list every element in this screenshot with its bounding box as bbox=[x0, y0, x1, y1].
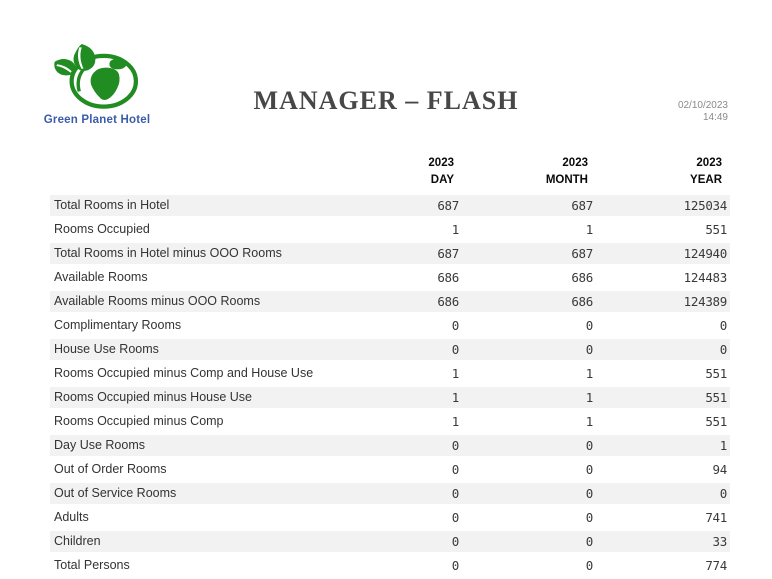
year-value: 124389 bbox=[596, 290, 730, 314]
year-value: 0 bbox=[596, 482, 730, 506]
year-value: 1 bbox=[596, 434, 730, 458]
header-year-column bbox=[596, 155, 730, 195]
table-row bbox=[50, 482, 730, 506]
header-year-year: 2023 bbox=[696, 157, 722, 169]
row-label: Rooms Occupied minus Comp and House Use bbox=[50, 362, 328, 386]
day-value: 687 bbox=[328, 242, 462, 266]
month-value: 0 bbox=[462, 482, 596, 506]
month-value: 0 bbox=[462, 530, 596, 554]
table-row bbox=[50, 266, 730, 290]
header-year-label: YEAR bbox=[690, 174, 722, 186]
header-month-label: MONTH bbox=[545, 174, 588, 186]
year-value: 33 bbox=[596, 530, 730, 554]
year-value: 551 bbox=[596, 410, 730, 434]
partial-next-row bbox=[50, 549, 730, 551]
month-value: 686 bbox=[462, 266, 596, 290]
year-value: 0 bbox=[596, 338, 730, 362]
day-value: 0 bbox=[328, 506, 462, 530]
day-value: 1 bbox=[328, 218, 462, 242]
month-value: 0 bbox=[462, 314, 596, 338]
table-row bbox=[50, 242, 730, 266]
report-date: 02/10/2023 bbox=[677, 100, 728, 111]
year-value: 125034 bbox=[596, 195, 730, 218]
row-label: Total Persons bbox=[50, 554, 328, 578]
day-value: 0 bbox=[328, 554, 462, 578]
day-value: 1 bbox=[328, 386, 462, 410]
year-value: 551 bbox=[596, 386, 730, 410]
month-value: 1 bbox=[462, 386, 596, 410]
table-header-row bbox=[50, 155, 730, 195]
day-value: 1 bbox=[328, 410, 462, 434]
table-row bbox=[50, 338, 730, 362]
header-day-label: DAY bbox=[430, 174, 454, 186]
day-value: 1 bbox=[328, 362, 462, 386]
table-row bbox=[50, 410, 730, 434]
table-row bbox=[50, 458, 730, 482]
table-row bbox=[50, 218, 730, 242]
day-value: 0 bbox=[328, 482, 462, 506]
table-row bbox=[50, 386, 730, 410]
year-value: 551 bbox=[596, 218, 730, 242]
row-label: Day Use Rooms bbox=[50, 434, 328, 458]
row-label: Rooms Occupied bbox=[50, 218, 328, 242]
page-title: MANAGER – FLASH bbox=[253, 86, 519, 115]
day-value: 686 bbox=[328, 266, 462, 290]
header-month-column bbox=[462, 155, 596, 195]
month-value: 0 bbox=[462, 338, 596, 362]
row-label: Available Rooms minus OOO Rooms bbox=[50, 290, 328, 314]
month-value: 687 bbox=[462, 195, 596, 218]
table-row bbox=[50, 290, 730, 314]
report-time: 14:49 bbox=[702, 112, 728, 123]
row-label: Total Rooms in Hotel bbox=[50, 195, 328, 218]
day-value: 0 bbox=[328, 434, 462, 458]
month-value: 0 bbox=[462, 434, 596, 458]
header-month-year: 2023 bbox=[562, 157, 588, 169]
day-value: 0 bbox=[328, 338, 462, 362]
year-value: 741 bbox=[596, 506, 730, 530]
month-value: 687 bbox=[462, 242, 596, 266]
year-value: 551 bbox=[596, 362, 730, 386]
report-table-body bbox=[50, 195, 730, 578]
row-label: Total Rooms in Hotel minus OOO Rooms bbox=[50, 242, 328, 266]
header-day-column bbox=[328, 155, 462, 195]
year-value: 774 bbox=[596, 554, 730, 578]
year-value: 124940 bbox=[596, 242, 730, 266]
month-value: 1 bbox=[462, 410, 596, 434]
row-label: Out of Order Rooms bbox=[50, 458, 328, 482]
header-label-column bbox=[50, 155, 328, 195]
brand-name: Green Planet Hotel bbox=[43, 114, 151, 126]
green-planet-logo-icon bbox=[52, 44, 142, 110]
row-label: Adults bbox=[50, 506, 328, 530]
table-row bbox=[50, 506, 730, 530]
table-row bbox=[50, 195, 730, 218]
header-day-year: 2023 bbox=[428, 157, 454, 169]
brand-block bbox=[38, 44, 156, 126]
table-row bbox=[50, 554, 730, 578]
table-row bbox=[50, 434, 730, 458]
table-row bbox=[50, 314, 730, 338]
row-label: Complimentary Rooms bbox=[50, 314, 328, 338]
year-value: 94 bbox=[596, 458, 730, 482]
day-value: 0 bbox=[328, 530, 462, 554]
year-value: 124483 bbox=[596, 266, 730, 290]
row-label: Rooms Occupied minus Comp bbox=[50, 410, 328, 434]
day-value: 0 bbox=[328, 458, 462, 482]
month-value: 0 bbox=[462, 458, 596, 482]
year-value: 0 bbox=[596, 314, 730, 338]
row-label: Available Rooms bbox=[50, 266, 328, 290]
month-value: 0 bbox=[462, 554, 596, 578]
table-row bbox=[50, 362, 730, 386]
report-table bbox=[50, 155, 730, 579]
day-value: 687 bbox=[328, 195, 462, 218]
day-value: 686 bbox=[328, 290, 462, 314]
day-value: 0 bbox=[328, 314, 462, 338]
report-datetime bbox=[678, 100, 728, 124]
row-label: Children bbox=[50, 530, 328, 554]
row-label: House Use Rooms bbox=[50, 338, 328, 362]
row-label: Out of Service Rooms bbox=[50, 482, 328, 506]
row-label: Rooms Occupied minus House Use bbox=[50, 386, 328, 410]
month-value: 1 bbox=[462, 218, 596, 242]
month-value: 686 bbox=[462, 290, 596, 314]
month-value: 1 bbox=[462, 362, 596, 386]
month-value: 0 bbox=[462, 506, 596, 530]
